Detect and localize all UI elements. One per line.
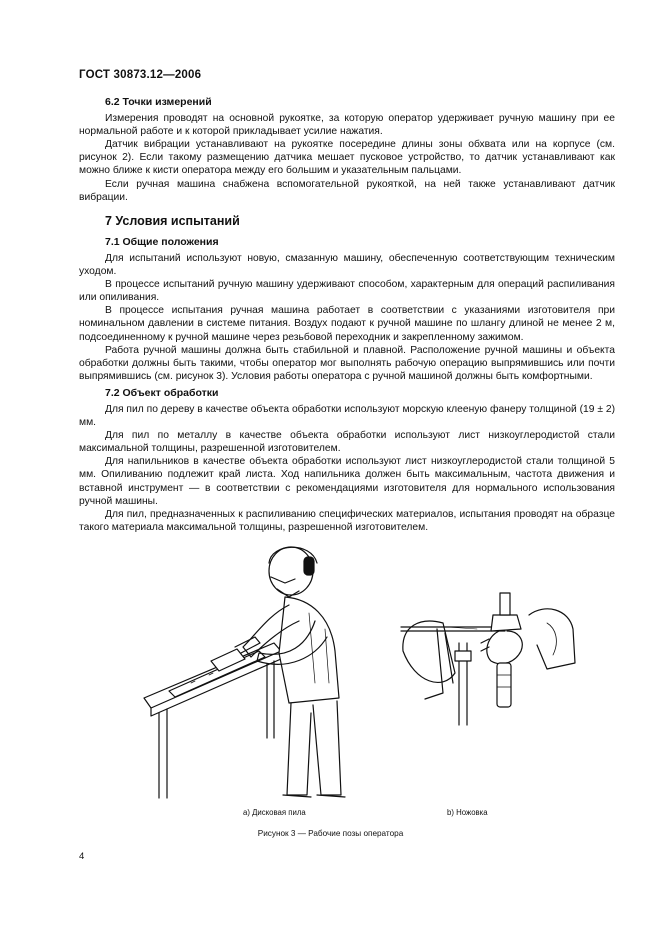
paragraph: Работа ручной машины должна быть стабильной и плавной. Расположение ручной машины и объекта обработки должны быть такими, чтобы оператор мог выполнять рабочую операцию выпрямившись или почти выпрямившись (см. рисунок 3). Условия работы оператора с ручной машиной должны быть комфортными. xyxy=(79,344,615,382)
paragraph: Для пил, предназначенных к распиливанию специфических материалов, испытания проводят на образце такого материала максимальной толщины, разрешенной изготовителем. xyxy=(79,508,615,533)
section-heading-6-2: 6.2 Точки измерений xyxy=(105,96,212,108)
paragraph: Для испытаний используют новую, смазанную машину, обеспеченную соответствующим техническим уходом. xyxy=(79,252,615,278)
figure-subcaption-b: b) Ножовка xyxy=(447,808,488,817)
document-header: ГОСТ 30873.12—2006 xyxy=(79,69,202,81)
hacksaw-illustration xyxy=(397,533,597,733)
figure-caption: Рисунок 3 — Рабочие позы оператора xyxy=(257,829,404,838)
paragraph: Если ручная машина снабжена вспомогательной рукояткой, на ней также устанавливают датчик вибрации. xyxy=(79,178,615,203)
paragraph: В процессе испытаний ручную машину удерживают способом, характерным для операций распиливания или опиливания. xyxy=(79,279,615,304)
operator-circular-saw-illustration xyxy=(139,533,379,803)
page-number: 4 xyxy=(79,851,85,862)
section-heading-7-1: 7.1 Общие положения xyxy=(105,235,219,248)
figure-subcaption-a: а) Дисковая пила xyxy=(243,808,306,817)
paragraph: Для пил по металлу в качестве объекта обработки используют лист низкоуглеродистой стали максимальной толщины, разрешенной изготовителем. xyxy=(79,430,615,455)
body-text xyxy=(79,92,615,534)
paragraph: В процессе испытания ручная машина работает в соответствии с указаниями изготовителя при номинальном давлении в системе питания. Воздух подают к ручной машине по шлангу длиной не менее 2 м, подсоединенному к ручной машине через резьбовой переходник и закрепленному зажимом. xyxy=(79,305,615,343)
section-heading-7: 7 Условия испытаний xyxy=(105,213,240,228)
paragraph: Измерения проводят на основной рукоятке, за которую оператор удерживает ручную машину при ее нормальной работе и к которой прикладывает усилие нажатия. xyxy=(79,113,615,138)
paragraph: Датчик вибрации устанавливают на рукоятке посередине длины зоны обхвата или на корпусе (см. рисунок 2). Если такому размещению датчика мешает пусковое устройство, то датчик устанавливают как можно ближе к кисти оператора между его большим и указательным пальцами. xyxy=(79,139,615,177)
paragraph: Для пил по дереву в качестве объекта обработки используют морскую клееную фанеру толщиной (19 ± 2) мм. xyxy=(79,403,615,429)
section-heading-7-2: 7.2 Объект обработки xyxy=(105,386,219,399)
paragraph: Для напильников в качестве объекта обработки используют лист низкоуглеродистой стали толщиной 5 мм. Опиливанию подлежит край листа. Ход напильника должен быть максимальным, частота движения и вставной инструмент — в соответствии с рекомендациями изготовителя для нормального использования ручной машины. xyxy=(79,456,615,507)
figure-3 xyxy=(79,533,615,803)
